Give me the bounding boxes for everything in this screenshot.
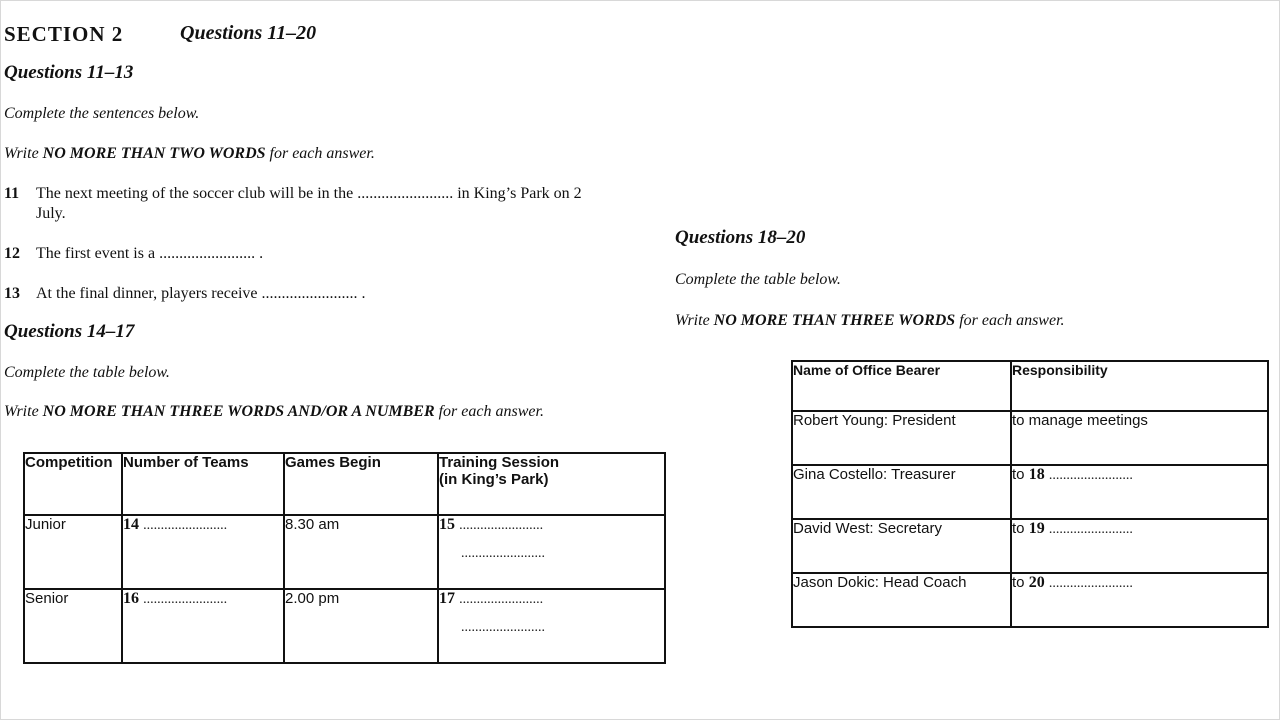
table-row [24, 589, 665, 663]
write-suffix: for each answer. [269, 145, 375, 162]
word-limit: NO MORE THAN THREE WORDS [713, 312, 956, 329]
question-number-19: 19 [1028, 519, 1045, 537]
cell-office-bearer: Gina Costello: Treasurer [792, 465, 1011, 519]
header-office-bearer: Name of Office Bearer [792, 361, 1011, 411]
write-suffix: for each answer. [438, 403, 544, 420]
cell-competition: Senior [24, 589, 122, 663]
table-header-row [792, 361, 1268, 411]
answer-blank-17-line2: ........................ [461, 619, 545, 635]
table-row [792, 519, 1268, 573]
question-number-14: 14 [123, 515, 139, 533]
write-suffix: for each answer. [959, 312, 1065, 329]
question-11-line2: July. [36, 205, 66, 222]
responsibility-prefix: to [1012, 519, 1025, 537]
question-number-13: 13 [4, 285, 20, 302]
question-12-text: The first event is a ........................ . [36, 245, 264, 262]
table-row [792, 411, 1268, 465]
answer-blank-14: ........................ [143, 517, 228, 533]
answer-blank-16: ........................ [143, 591, 228, 607]
question-number-17: 17 [439, 589, 455, 607]
question-number-18: 18 [1028, 465, 1045, 483]
cell-training [438, 515, 665, 589]
header-competition: Competition [24, 453, 122, 515]
section-title: SECTION 2 [4, 22, 124, 46]
header-training-line1: Training Session [439, 454, 560, 471]
word-limit: NO MORE THAN THREE WORDS AND/OR A NUMBER [42, 403, 435, 420]
table-row [24, 515, 665, 589]
office-bearer-table [791, 360, 1269, 628]
cell-training [438, 589, 665, 663]
cell-games-begin: 8.30 am [284, 515, 438, 589]
cell-office-bearer: Jason Dokic: Head Coach [792, 573, 1011, 627]
cell-responsibility [1011, 465, 1268, 519]
answer-blank-15: ........................ [459, 517, 544, 533]
write-prefix: Write [4, 403, 39, 420]
instruction-complete-table-1: Complete the table below. [4, 364, 170, 381]
instruction-complete-table-2: Complete the table below. [675, 271, 841, 288]
write-prefix: Write [4, 145, 39, 162]
cell-responsibility [1011, 573, 1268, 627]
question-number-12: 12 [4, 245, 20, 262]
responsibility-prefix: to [1012, 465, 1025, 483]
word-limit: NO MORE THAN TWO WORDS [42, 145, 266, 162]
cell-office-bearer: David West: Secretary [792, 519, 1011, 573]
cell-teams [122, 515, 284, 589]
answer-blank-17: ........................ [459, 591, 544, 607]
question-number-20: 20 [1028, 573, 1045, 591]
section-range: Questions 11–20 [180, 22, 317, 44]
question-11-line1: The next meeting of the soccer club will be in the ........................ in King’s Park on 2 [36, 185, 582, 202]
competition-table [23, 452, 666, 664]
instruction-complete-sentences: Complete the sentences below. [4, 105, 200, 122]
cell-teams [122, 589, 284, 663]
question-number-15: 15 [439, 515, 455, 533]
header-games-begin: Games Begin [284, 453, 438, 515]
table-row [792, 465, 1268, 519]
header-number-of-teams: Number of Teams [122, 453, 284, 515]
table-row [792, 573, 1268, 627]
heading-questions-11-13: Questions 11–13 [4, 62, 134, 83]
question-13-text: At the final dinner, players receive ........................ . [36, 285, 366, 302]
answer-blank-15-line2: ........................ [461, 545, 545, 561]
question-number-11: 11 [4, 185, 20, 202]
word-limit-instruction-3 [675, 312, 1065, 330]
header-training-line2: (in King’s Park) [439, 471, 549, 488]
responsibility-prefix: to [1012, 573, 1025, 591]
write-prefix: Write [675, 312, 710, 329]
heading-questions-14-17: Questions 14–17 [4, 321, 135, 342]
cell-responsibility [1011, 411, 1268, 465]
header-training-session [438, 453, 665, 515]
responsibility-text: to manage meetings [1012, 411, 1148, 429]
word-limit-instruction-2 [4, 403, 544, 421]
answer-blank-19: ........................ [1048, 521, 1133, 537]
cell-responsibility [1011, 519, 1268, 573]
table-header-row [24, 453, 665, 515]
question-number-16: 16 [123, 589, 139, 607]
header-responsibility: Responsibility [1011, 361, 1268, 411]
cell-competition: Junior [24, 515, 122, 589]
heading-questions-18-20: Questions 18–20 [675, 227, 806, 248]
answer-blank-18: ........................ [1048, 467, 1133, 483]
answer-blank-20: ........................ [1048, 575, 1133, 591]
word-limit-instruction-1 [4, 145, 375, 163]
cell-games-begin: 2.00 pm [284, 589, 438, 663]
cell-office-bearer: Robert Young: President [792, 411, 1011, 465]
